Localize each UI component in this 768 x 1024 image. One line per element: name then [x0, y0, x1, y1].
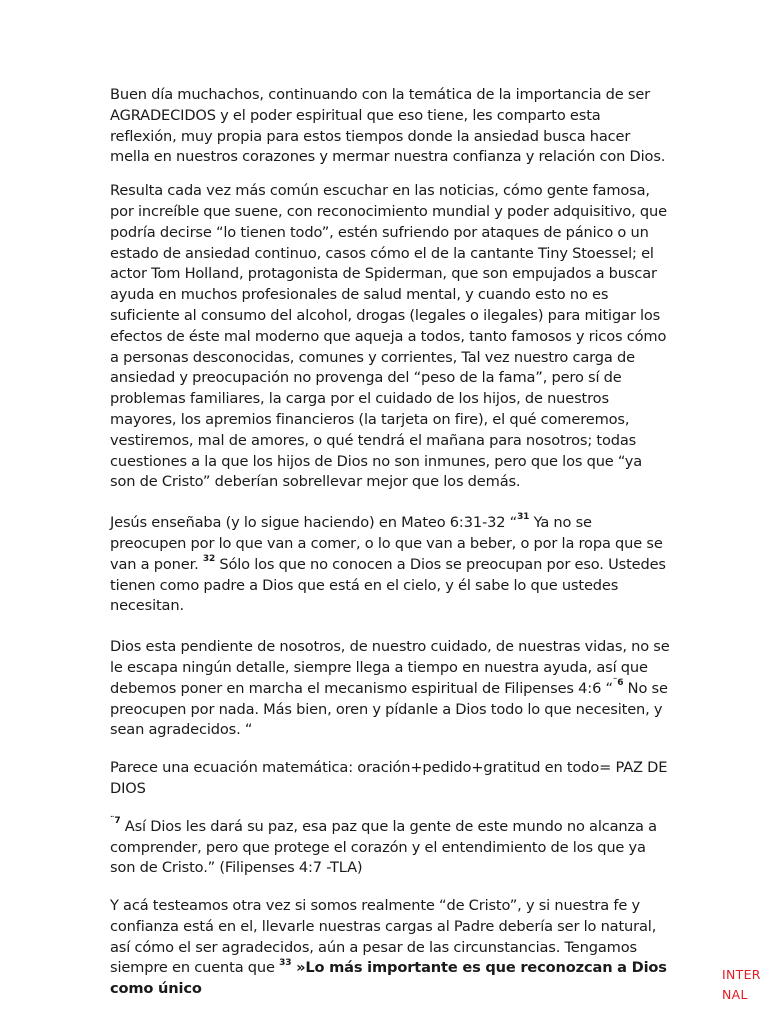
paragraph-filipenses-4-7: [110, 817, 670, 879]
text-span: Dios esta pendiente de nosotros, de nuestro cuidado, de nuestras vidas, no se le escapa ningún detalle, siempre llega a tiempo en nuestra ayuda, así que debemos poner en marcha el mecanismo espiritual de Filipenses 4:6 “: [110, 638, 670, 697]
paragraph-intro: Buen día muchachos, continuando con la temática de la importancia de ser AGRADECIDOS y el poder espiritual que eso tiene, les comparto esta reflexión, muy propia para estos tiempos donde la ansiedad busca hacer mella en nuestros corazones y mermar nuestra confianza y relación con Dios.: [110, 86, 666, 166]
bold-quote: »Lo más importante es que reconozcan a Dios como único: [110, 959, 667, 998]
classification-label-line: NAL: [722, 987, 748, 1002]
verse-number: 33: [279, 957, 292, 968]
verse-number: 31: [517, 512, 530, 523]
paragraph-conclusion: [110, 896, 670, 1000]
paragraph-filipenses-4-6: [110, 637, 670, 741]
classification-label-line: INTER: [722, 967, 761, 982]
text-span: Ya no se preocupen por lo que van a comer, o lo que van a beber, o por la ropa que se van a poner.: [110, 514, 663, 573]
paragraph-mateo: [110, 513, 670, 617]
classification-label: [722, 965, 762, 1005]
document-body: [110, 85, 670, 1000]
text-span: Y acá testeamos otra vez si somos realmente “de Cristo”, y si nuestra fe y confianza está en el, llevarle nuestras cargas al Padre debería ser lo natural, así cómo el ser agradecidos, aún a pesar de las circunstancias. Tengamos siempre en cuenta que: [110, 897, 657, 977]
verse-number: 32: [202, 553, 216, 564]
text-span: No se preocupen por nada. Más bien, oren y pídanle a Dios todo lo que necesiten, y sean agradecidos. “: [110, 679, 668, 739]
text-span: Jesús enseñaba (y lo sigue haciendo) en Mateo 6:31-32 “: [110, 514, 518, 532]
paragraph-anxiety: Resulta cada vez más común escuchar en las noticias, cómo gente famosa, por increíble que suene, con reconocimiento mundial y poder adquisitivo, que podría decirse “lo tienen todo”, estén sufriendo por ataques de pánico o un estado de ansiedad continuo, casos cómo el de la cantante Tiny Stoessel; el actor Tom Holland, protagonista de Spiderman, que son empujados a buscar ayuda en muchos profesionales de salud mental, y cuando esto no es suficiente al consumo del alcohol, drogas (legales o ilegales) para mitigar los efectos de éste mal moderno que aqueja a todos, tanto famosos y ricos cómo a personas desconocidas, comunes y corrientes, Tal vez nuestro carga de ansiedad y preocupación no provenga del “peso de la fama”, pero sí de problemas familiares, la carga por el cuidado de los hijos, de nuestros mayores, los apremios financieros (la tarjeta on fire), el qué comeremos, vestiremos, mal de amores, o qué tendrá el mañana para nosotros; todas cuestiones a la que los hijos de Dios no son inmunes, pero que los que “ya son de Cristo” deberían sobrellevar mejor que los demás.: [110, 182, 667, 491]
paragraph-equation: Parece una ecuación matemática: oración+pedido+gratitud en todo= PAZ DE DIOS: [110, 759, 668, 797]
verse-number: ¨6: [612, 677, 624, 688]
verse-number: ¨7: [110, 815, 121, 826]
text-span: Así Dios les dará su paz, esa paz que la gente de este mundo no alcanza a comprender, pero que protege el corazón y el entendimiento de los que ya son de Cristo.” (Filipenses 4:7 -TLA): [110, 817, 657, 877]
text-span: Sólo los que no conocen a Dios se preocupan por eso. Ustedes tienen como padre a Dios que está en el cielo, y él sabe lo que ustedes necesitan.: [110, 555, 666, 615]
